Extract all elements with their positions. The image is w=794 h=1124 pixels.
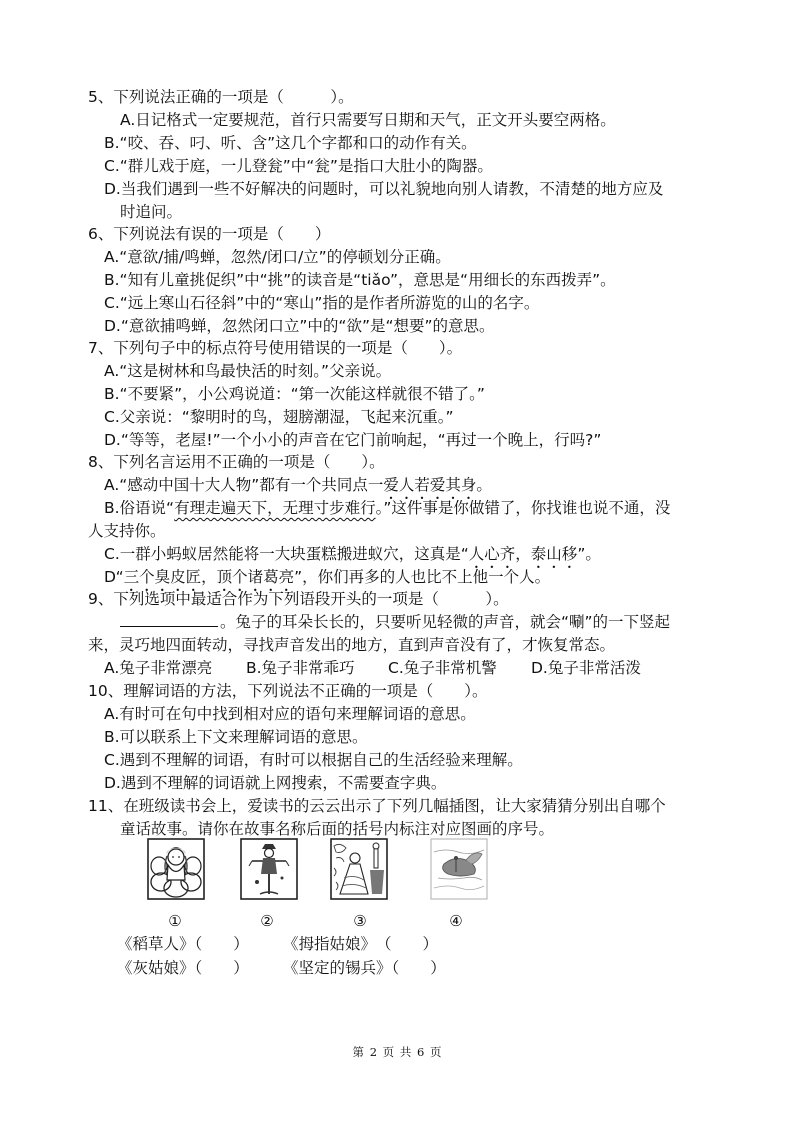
q8-b-marked-text: 有理走遍天下，无理寸步难行: [174, 499, 376, 517]
story-thumbelina[interactable]: 《拇指姑娘》 （ ）: [283, 935, 439, 953]
footer-total-pages: 6: [416, 1045, 425, 1059]
q8-d-end: ”，你们再多的人也比不上他一个人。: [294, 568, 551, 586]
q6-stem: 6、下列说法有误的一项是（ ）: [88, 225, 331, 243]
illustration-number-3: ③: [353, 912, 367, 930]
q9-passage-line2: 来，灵巧地四面转动，寻找声音发出的地方，直到声音没有了，才恢复常态。: [88, 636, 616, 654]
q8-a-end: 。: [476, 476, 492, 494]
q10-option-a: A.有时可在句中找到相对应的语句来理解词语的意思。: [104, 705, 476, 723]
q9-passage-line1: [120, 611, 670, 633]
q5-option-b: B.“咬、吞、叼、听、含”这几个字都和口的动作有关。: [104, 134, 477, 152]
footer-text-gong: 共: [399, 1045, 412, 1059]
q9-passage-text: 。兔子的耳朵长长的，只要听见轻微的声音，就会“唰”的一下竖起: [220, 613, 671, 631]
q9-options: [104, 657, 641, 679]
q6-option-a: A.“意欲/捕/鸣蝉，忽然/闭口/立”的停顿划分正确。: [104, 248, 451, 266]
illustration-tin-soldier: [430, 838, 488, 900]
q7-option-b: B.“不要紧”，小公鸡说道：“第一次能这样就很不错了。”: [104, 385, 485, 403]
q8-d-text: D“: [104, 568, 124, 586]
q7-stem: 7、下列句子中的标点符号使用错误的一项是（ ）。: [88, 339, 463, 357]
q5-option-d-cont: 时追问。: [120, 203, 183, 221]
q6-option-c: C.“远上寒山石径斜”中的“寒山”指的是作者所游览的山的名字。: [104, 294, 540, 312]
q6-option-d: D.“意欲捕鸣蝉，忽然闭口立”中的“欲”是“想要”的意思。: [104, 317, 495, 335]
footer-text-di: 第: [352, 1045, 365, 1059]
story-tin-soldier[interactable]: 《坚定的锡兵》（ ）: [283, 959, 446, 977]
q10-stem: 10、理解词语的方法，下列说法不正确的一项是（ ）。: [88, 682, 488, 700]
story-scarecrow[interactable]: 《稻草人》（ ）: [117, 935, 249, 953]
story-cinderella[interactable]: 《灰姑娘》（ ）: [117, 959, 249, 977]
q8-c-end: ”。: [577, 545, 601, 563]
q7-option-a: A.“这是树林和鸟最快活的时刻。”父亲说。: [104, 362, 392, 380]
q9-answer-blank[interactable]: [120, 611, 218, 627]
q9-option-b: B.兔子非常乖巧: [246, 659, 355, 677]
illustration-cinderella: [330, 838, 388, 900]
flower-girl-icon: [147, 838, 205, 900]
q5-option-d: D.当我们遇到一些不好解决的问题时，可以礼貌地向别人请教，不清楚的地方应及: [104, 180, 664, 198]
q8-c-marked-text: 人心齐，泰山移: [468, 545, 578, 563]
footer-text-ye: 页: [382, 1045, 395, 1059]
footer-page-number: 2: [369, 1045, 378, 1059]
q10-option-d: D.遇到不理解的词语就上网搜索，不需要查字典。: [104, 774, 447, 792]
q8-a-text: A.“感动中国十大人物”都有一个共同点一: [104, 476, 384, 494]
q6-option-b: B.“知有儿童挑促织”中“挑”的读音是“tiǎo”，意思是“用细长的东西拨弄”。: [104, 271, 616, 289]
illustration-thumbelina: [147, 838, 205, 900]
q9-option-a: A.兔子非常漂亮: [104, 659, 213, 677]
q5-option-c: C.“群儿戏于庭，一儿登瓮”中“瓮”是指口大肚小的陶器。: [104, 157, 493, 175]
q9-option-c: C.兔子非常机警: [388, 659, 497, 677]
q8-b-end: 。”这件事是你做错了，你找谁也说不通，没: [375, 499, 671, 517]
cinderella-icon: [330, 838, 388, 900]
page-footer: [0, 1044, 794, 1060]
q8-a-marked-text: 爱人若爱其身: [383, 476, 477, 494]
q7-option-c: C.父亲说：“黎明时的鸟，翅膀潮湿，飞起来沉重。”: [104, 408, 454, 426]
q9-stem: 9、下列选项中最适合作为下列语段开头的一项是（ ）。: [88, 590, 509, 608]
q10-option-c: C.遇到不理解的词语，有时可以根据自己的生活经验来理解。: [104, 751, 523, 769]
illustration-number-2: ②: [260, 912, 274, 930]
q9-option-d: D.兔子非常活泼: [531, 659, 641, 677]
tin-soldier-icon: [430, 838, 488, 900]
q10-option-b: B.可以联系上下文来理解词语的意思。: [104, 728, 368, 746]
q8-d-marked-text: 三个臭皮匠，顶个诸葛亮: [123, 568, 295, 586]
q11-stem: 11、在班级读书会上，爱读书的云云出示了下列几幅插图，让大家猜猜分别出自哪个: [88, 797, 666, 815]
q8-option-b-cont: 人支持你。: [88, 522, 166, 540]
q8-stem: 8、下列名言运用不正确的一项是（ ）。: [88, 453, 385, 471]
q11-stem-cont: 童话故事。请你在故事名称后面的括号内标注对应图画的序号。: [120, 820, 555, 838]
q8-b-text: B.俗语说“: [104, 499, 175, 517]
illustration-number-1: ①: [168, 912, 182, 930]
footer-text-ye-end: 页: [429, 1045, 442, 1059]
q5-stem: 5、下列说法正确的一项是（ ）。: [88, 88, 354, 106]
illustration-number-4: ④: [449, 912, 463, 930]
q8-c-text: C.一群小蚂蚁居然能将一大块蛋糕搬进蚁穴，这真是“: [104, 545, 469, 563]
q5-option-a: A.日记格式一定要规范，首行只需要写日期和天气，正文开头要空两格。: [120, 111, 616, 129]
q7-option-d: D.“等等，老屋!”一个小小的声音在它门前响起，“再过一个晚上，行吗?”: [104, 431, 602, 449]
q8-option-b: [104, 497, 670, 519]
scarecrow-icon: [240, 838, 298, 900]
illustration-scarecrow: [240, 838, 298, 900]
